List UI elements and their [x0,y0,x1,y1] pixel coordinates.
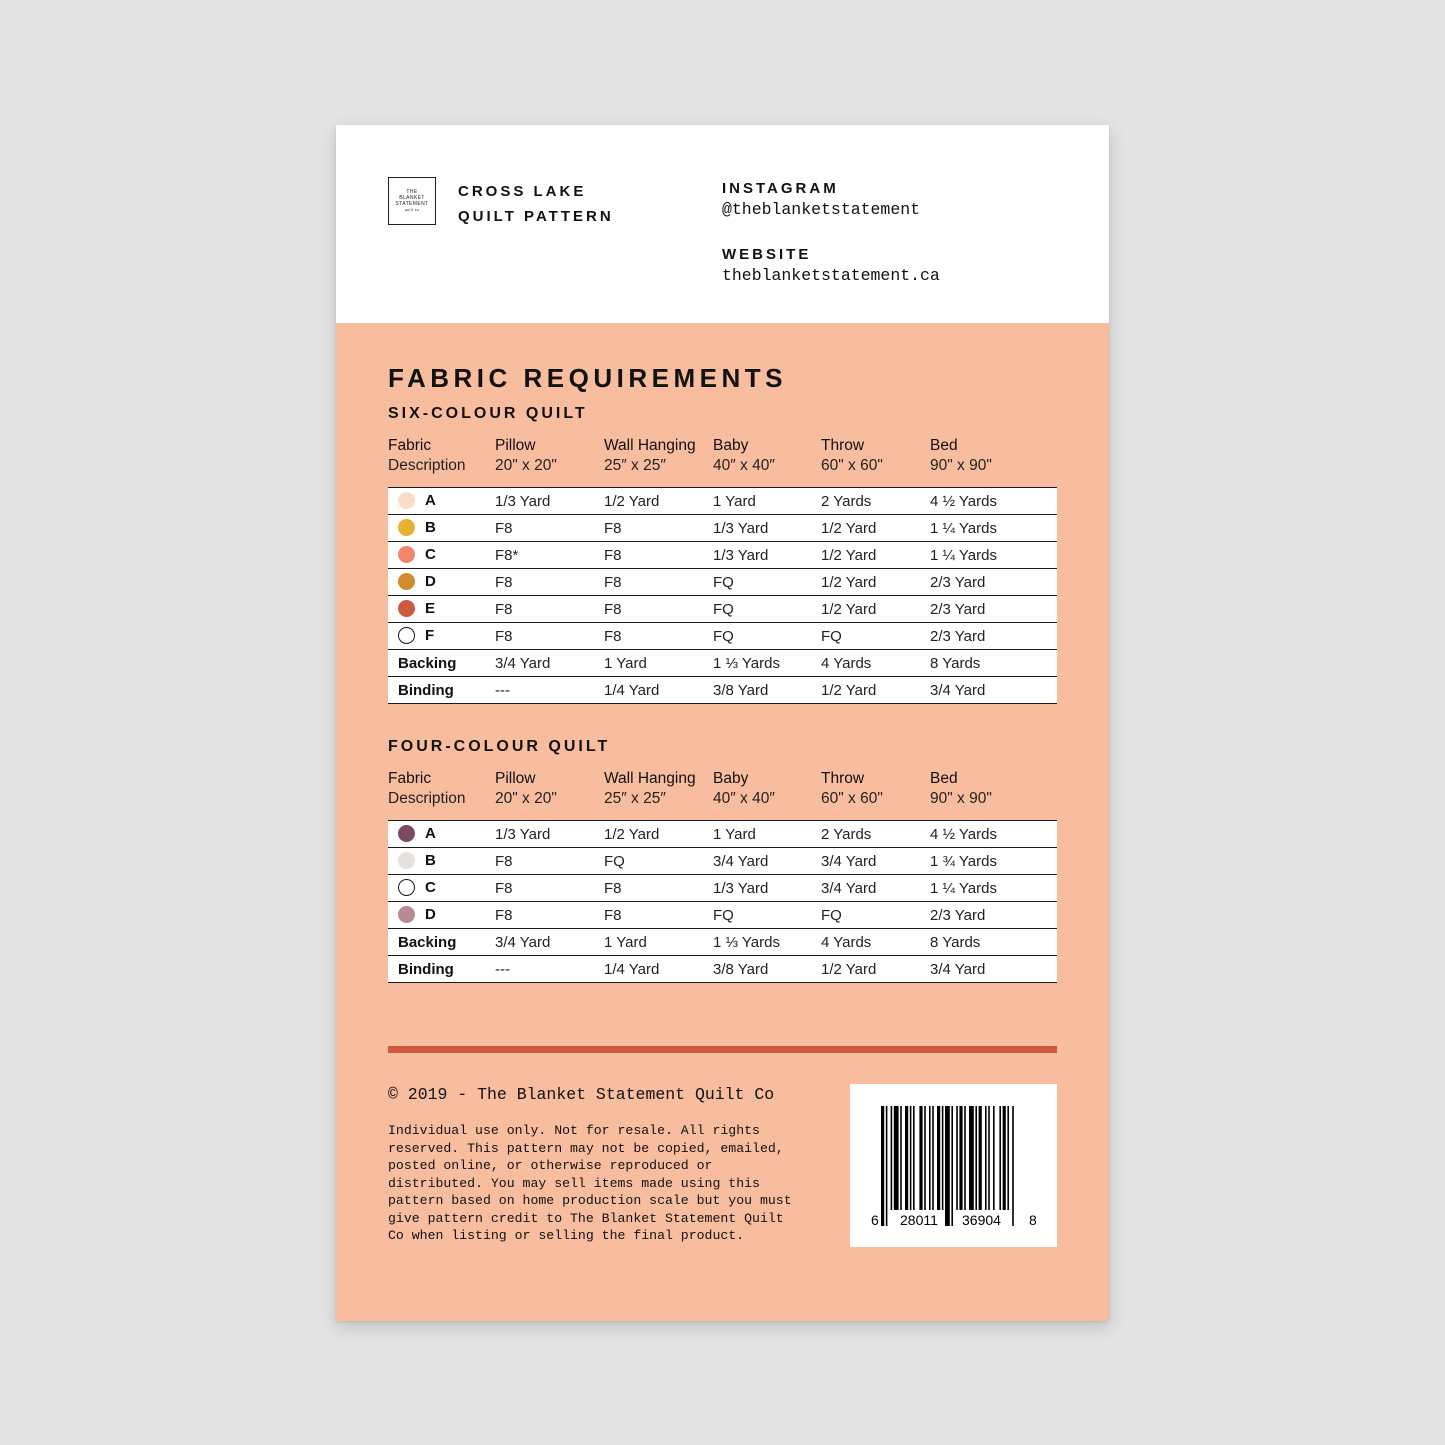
quantity-cell: 1/2 Yard [821,596,930,623]
column-header [388,436,466,476]
quantity-cell: 3/4 Yard [713,848,821,875]
fabric-cell [388,875,495,902]
quantity-cell: 1 Yard [713,821,821,848]
barcode-bar [985,1106,987,1210]
quantity-cell: 4 Yards [821,929,930,956]
barcode-bar [951,1106,953,1226]
quantity-cell: 1/2 Yard [604,821,713,848]
pattern-title-line2: QUILT PATTERN [458,208,614,225]
quantity-cell: 3/4 Yard [930,956,1057,983]
quantity-cell: 1/4 Yard [604,677,713,704]
legal-line: distributed. You may sell items made using this [388,1175,760,1191]
fabric-label: A [425,825,436,843]
quantity-cell: F8 [495,902,604,929]
quantity-cell: FQ [713,623,821,650]
quantity-cell: 3/4 Yard [821,848,930,875]
quantity-cell: 1 ¼ Yards [930,542,1057,569]
fabric-cell [388,569,495,596]
quantity-cell: --- [495,956,604,983]
table-row [388,623,1057,650]
quantity-cell: F8 [495,848,604,875]
fabric-label: A [425,492,436,510]
column-header [604,436,696,476]
barcode-bar [969,1106,974,1210]
column-header [821,769,883,809]
table-row [388,650,1057,677]
fabric-label: D [425,573,436,591]
fabric-swatch-icon [398,519,415,536]
six-colour-title: SIX-COLOUR QUILT [388,405,588,422]
quantity-cell: F8 [604,542,713,569]
fabric-cell [388,515,495,542]
fabric-cell [388,488,495,515]
website-url: theblanketstatement.ca [722,266,940,285]
fabric-cell [388,821,495,848]
column-header-size: 25″ x 25″ [604,457,666,474]
instagram-handle: @theblanketstatement [722,200,921,219]
quantity-cell: 4 ½ Yards [930,821,1057,848]
column-header-size: 25″ x 25″ [604,790,666,807]
table-row [388,569,1057,596]
barcode-bar [900,1106,902,1210]
column-header [495,436,557,476]
barcode-bar [999,1106,1001,1210]
quantity-cell: FQ [713,902,821,929]
fabric-cell [388,677,495,704]
fabric-cell [388,650,495,677]
barcode-bar [937,1106,940,1210]
fabric-cell [388,623,495,650]
quantity-cell: 4 ½ Yards [930,488,1057,515]
quantity-cell: 1/3 Yard [713,515,821,542]
quantity-cell: 1 Yard [604,650,713,677]
quantity-cell: F8 [604,875,713,902]
fabric-cell [388,929,495,956]
table-row [388,488,1057,515]
quantity-cell: F8 [495,515,604,542]
column-header [713,769,775,809]
fabric-label: B [425,852,436,870]
column-header-size: 60" x 60" [821,790,883,807]
logo-line: STATEMENT [395,201,429,207]
page-title: FABRIC REQUIREMENTS [388,363,787,393]
quantity-cell: 1/2 Yard [821,677,930,704]
quantity-cell: 3/4 Yard [821,875,930,902]
quantity-cell: F8 [604,623,713,650]
quantity-cell: 8 Yards [930,929,1057,956]
quantity-cell: 3/8 Yard [713,956,821,983]
quantity-cell: 2/3 Yard [930,902,1057,929]
quantity-cell: F8 [604,515,713,542]
column-header-size: 90" x 90" [930,457,992,474]
fabric-swatch-icon [398,600,415,617]
column-header-size: 20" x 20" [495,457,557,474]
barcode-bar [1012,1106,1014,1226]
column-header-size: 40″ x 40″ [713,790,775,807]
column-header-title: Baby [713,437,749,454]
quantity-cell: F8 [604,902,713,929]
table-row [388,515,1057,542]
column-header-size: 40″ x 40″ [713,457,775,474]
quantity-cell: 2/3 Yard [930,596,1057,623]
fabric-label: Backing [398,933,457,951]
quantity-cell: 1 ⅓ Yards [713,929,821,956]
table-row [388,902,1057,929]
legal-line: pattern based on home production scale but you must [388,1193,792,1208]
barcode-bar [919,1106,922,1210]
table-row [388,821,1057,848]
table-row [388,929,1057,956]
column-header-title: Wall Hanging [604,770,696,787]
quantity-cell: --- [495,677,604,704]
fabric-swatch-icon [398,546,415,563]
barcode-digit-check: 8 [1029,1212,1037,1228]
fabric-swatch-icon [398,906,415,923]
column-header [604,769,696,809]
fabric-swatch-icon [398,852,415,869]
barcode-bar [910,1106,912,1210]
fabric-swatch-icon [398,825,415,842]
column-header [821,436,883,476]
quantity-cell: 1/3 Yard [495,821,604,848]
column-header [930,769,992,809]
column-header-size: 90" x 90" [930,790,992,807]
quantity-cell: 2 Yards [821,821,930,848]
fabric-swatch-icon [398,492,415,509]
barcode-digit-first: 6 [871,1212,879,1228]
barcode [850,1084,1057,1247]
quantity-cell: F8 [495,623,604,650]
legal-line: Co when listing or selling the final product. [388,1228,745,1243]
column-header-title: Throw [821,770,865,787]
quantity-cell: FQ [821,902,930,929]
fabric-swatch-icon [398,879,415,896]
fabric-label: E [425,600,436,618]
logo-line: THE [406,189,418,195]
column-header-title: Fabric [388,437,432,454]
legal-line: reserved. This pattern may not be copied, emailed, [388,1140,784,1156]
barcode-bar [913,1106,915,1210]
barcode-digits-left: 28011 [900,1212,938,1228]
barcode-bar [905,1106,908,1210]
instagram-block [722,180,920,219]
quantity-cell: F8 [495,596,604,623]
pattern-title [458,179,614,229]
four-colour-table [388,820,1057,983]
column-header-title: Bed [930,437,958,454]
pattern-header [336,125,1109,323]
quantity-cell: FQ [713,596,821,623]
table-row [388,677,1057,704]
quantity-cell: 3/4 Yard [495,650,604,677]
quantity-cell: 1/3 Yard [713,542,821,569]
quantity-cell: 4 Yards [821,650,930,677]
logo-line: BLANKET [399,195,425,201]
legal-line: posted online, or otherwise reproduced or [388,1158,713,1173]
logo-line: quilt co [404,208,420,212]
barcode-bar [993,1106,995,1210]
barcode-bar [988,1106,990,1210]
column-header-title: Throw [821,437,865,454]
barcode-bar [975,1106,977,1210]
column-header-title: Baby [713,770,749,787]
table-row [388,956,1057,983]
quantity-cell: 1 Yard [713,488,821,515]
barcode-bar [964,1106,966,1210]
fabric-swatch-icon [398,573,415,590]
brand-logo [388,177,436,225]
quantity-cell: 8 Yards [930,650,1057,677]
quantity-cell: 2/3 Yard [930,569,1057,596]
column-header [713,436,775,476]
barcode-bar [956,1106,958,1210]
barcode-bar [886,1106,888,1226]
quantity-cell: F8* [495,542,604,569]
quantity-cell: 1/2 Yard [821,515,930,542]
quantity-cell: 3/4 Yard [495,929,604,956]
quantity-cell: 1/2 Yard [604,488,713,515]
quantity-cell: 1 Yard [604,929,713,956]
barcode-bar [959,1106,962,1210]
barcode-bar [1003,1106,1006,1210]
barcode-bar [932,1106,934,1210]
quantity-cell: 3/8 Yard [713,677,821,704]
quantity-cell: 1 ¼ Yards [930,515,1057,542]
fabric-swatch-icon [398,627,415,644]
barcode-bar [942,1106,944,1210]
barcode-digits-right: 36904 [962,1212,1001,1228]
quantity-cell: 1/3 Yard [713,875,821,902]
quantity-cell: F8 [495,875,604,902]
legal-line: Individual use only. Not for resale. All rights [388,1123,760,1138]
column-header [930,436,992,476]
barcode-icon [850,1084,1057,1247]
barcode-bar [924,1106,926,1210]
six-colour-table [388,487,1057,704]
fabric-label: C [425,546,436,564]
fabric-label: Backing [398,654,457,672]
column-header-title: Wall Hanging [604,437,696,454]
column-header-title: Bed [930,770,958,787]
quantity-cell: FQ [604,848,713,875]
column-header [495,769,557,809]
legal-text [388,1122,828,1245]
quantity-cell: 2/3 Yard [930,623,1057,650]
quantity-cell: 1/2 Yard [821,956,930,983]
table-row [388,848,1057,875]
quantity-cell: 1/4 Yard [604,956,713,983]
barcode-bar [894,1106,899,1210]
table-row [388,542,1057,569]
column-header-size: Description [388,790,466,807]
fabric-cell [388,596,495,623]
quantity-cell: 2 Yards [821,488,930,515]
four-colour-title: FOUR-COLOUR QUILT [388,738,611,755]
legal-line: give pattern credit to The Blanket Statement Quilt [388,1210,784,1226]
fabric-label: B [425,519,436,537]
fabric-cell [388,848,495,875]
quantity-cell: 1 ¼ Yards [930,875,1057,902]
barcode-bar [1007,1106,1009,1210]
barcode-bar [929,1106,931,1210]
quantity-cell: 1/3 Yard [495,488,604,515]
quantity-cell: 3/4 Yard [930,677,1057,704]
website-block [722,246,940,285]
column-header-size: 60" x 60" [821,457,883,474]
fabric-label: Binding [398,960,454,978]
fabric-label: D [425,906,436,924]
website-label: WEBSITE [722,246,812,263]
quantity-cell: 1 ¾ Yards [930,848,1057,875]
divider-rule [388,1046,1057,1053]
table-row [388,875,1057,902]
column-header-title: Pillow [495,437,536,454]
quantity-cell: F8 [604,569,713,596]
quantity-cell: F8 [604,596,713,623]
barcode-bar [979,1106,982,1210]
barcode-bar [945,1106,950,1226]
instagram-label: INSTAGRAM [722,180,839,197]
barcode-bar [881,1106,884,1226]
quantity-cell: F8 [495,569,604,596]
fabric-cell [388,956,495,983]
fabric-label: Binding [398,681,454,699]
quantity-cell: FQ [821,623,930,650]
quantity-cell: 1/2 Yard [821,569,930,596]
pattern-card [336,125,1109,1321]
column-header-size: Description [388,457,466,474]
table-row [388,596,1057,623]
fabric-label: C [425,879,436,897]
quantity-cell: 1/2 Yard [821,542,930,569]
quantity-cell: 1 ⅓ Yards [713,650,821,677]
column-header-title: Pillow [495,770,536,787]
column-header-size: 20" x 20" [495,790,557,807]
pattern-title-line1: CROSS LAKE [458,183,587,200]
quantity-cell: FQ [713,569,821,596]
column-header [388,769,466,809]
fabric-cell [388,902,495,929]
fabric-cell [388,542,495,569]
fabric-label: F [425,627,435,645]
barcode-bar [891,1106,893,1210]
copyright-notice: © 2019 - The Blanket Statement Quilt Co [388,1085,775,1104]
column-header-title: Fabric [388,770,432,787]
